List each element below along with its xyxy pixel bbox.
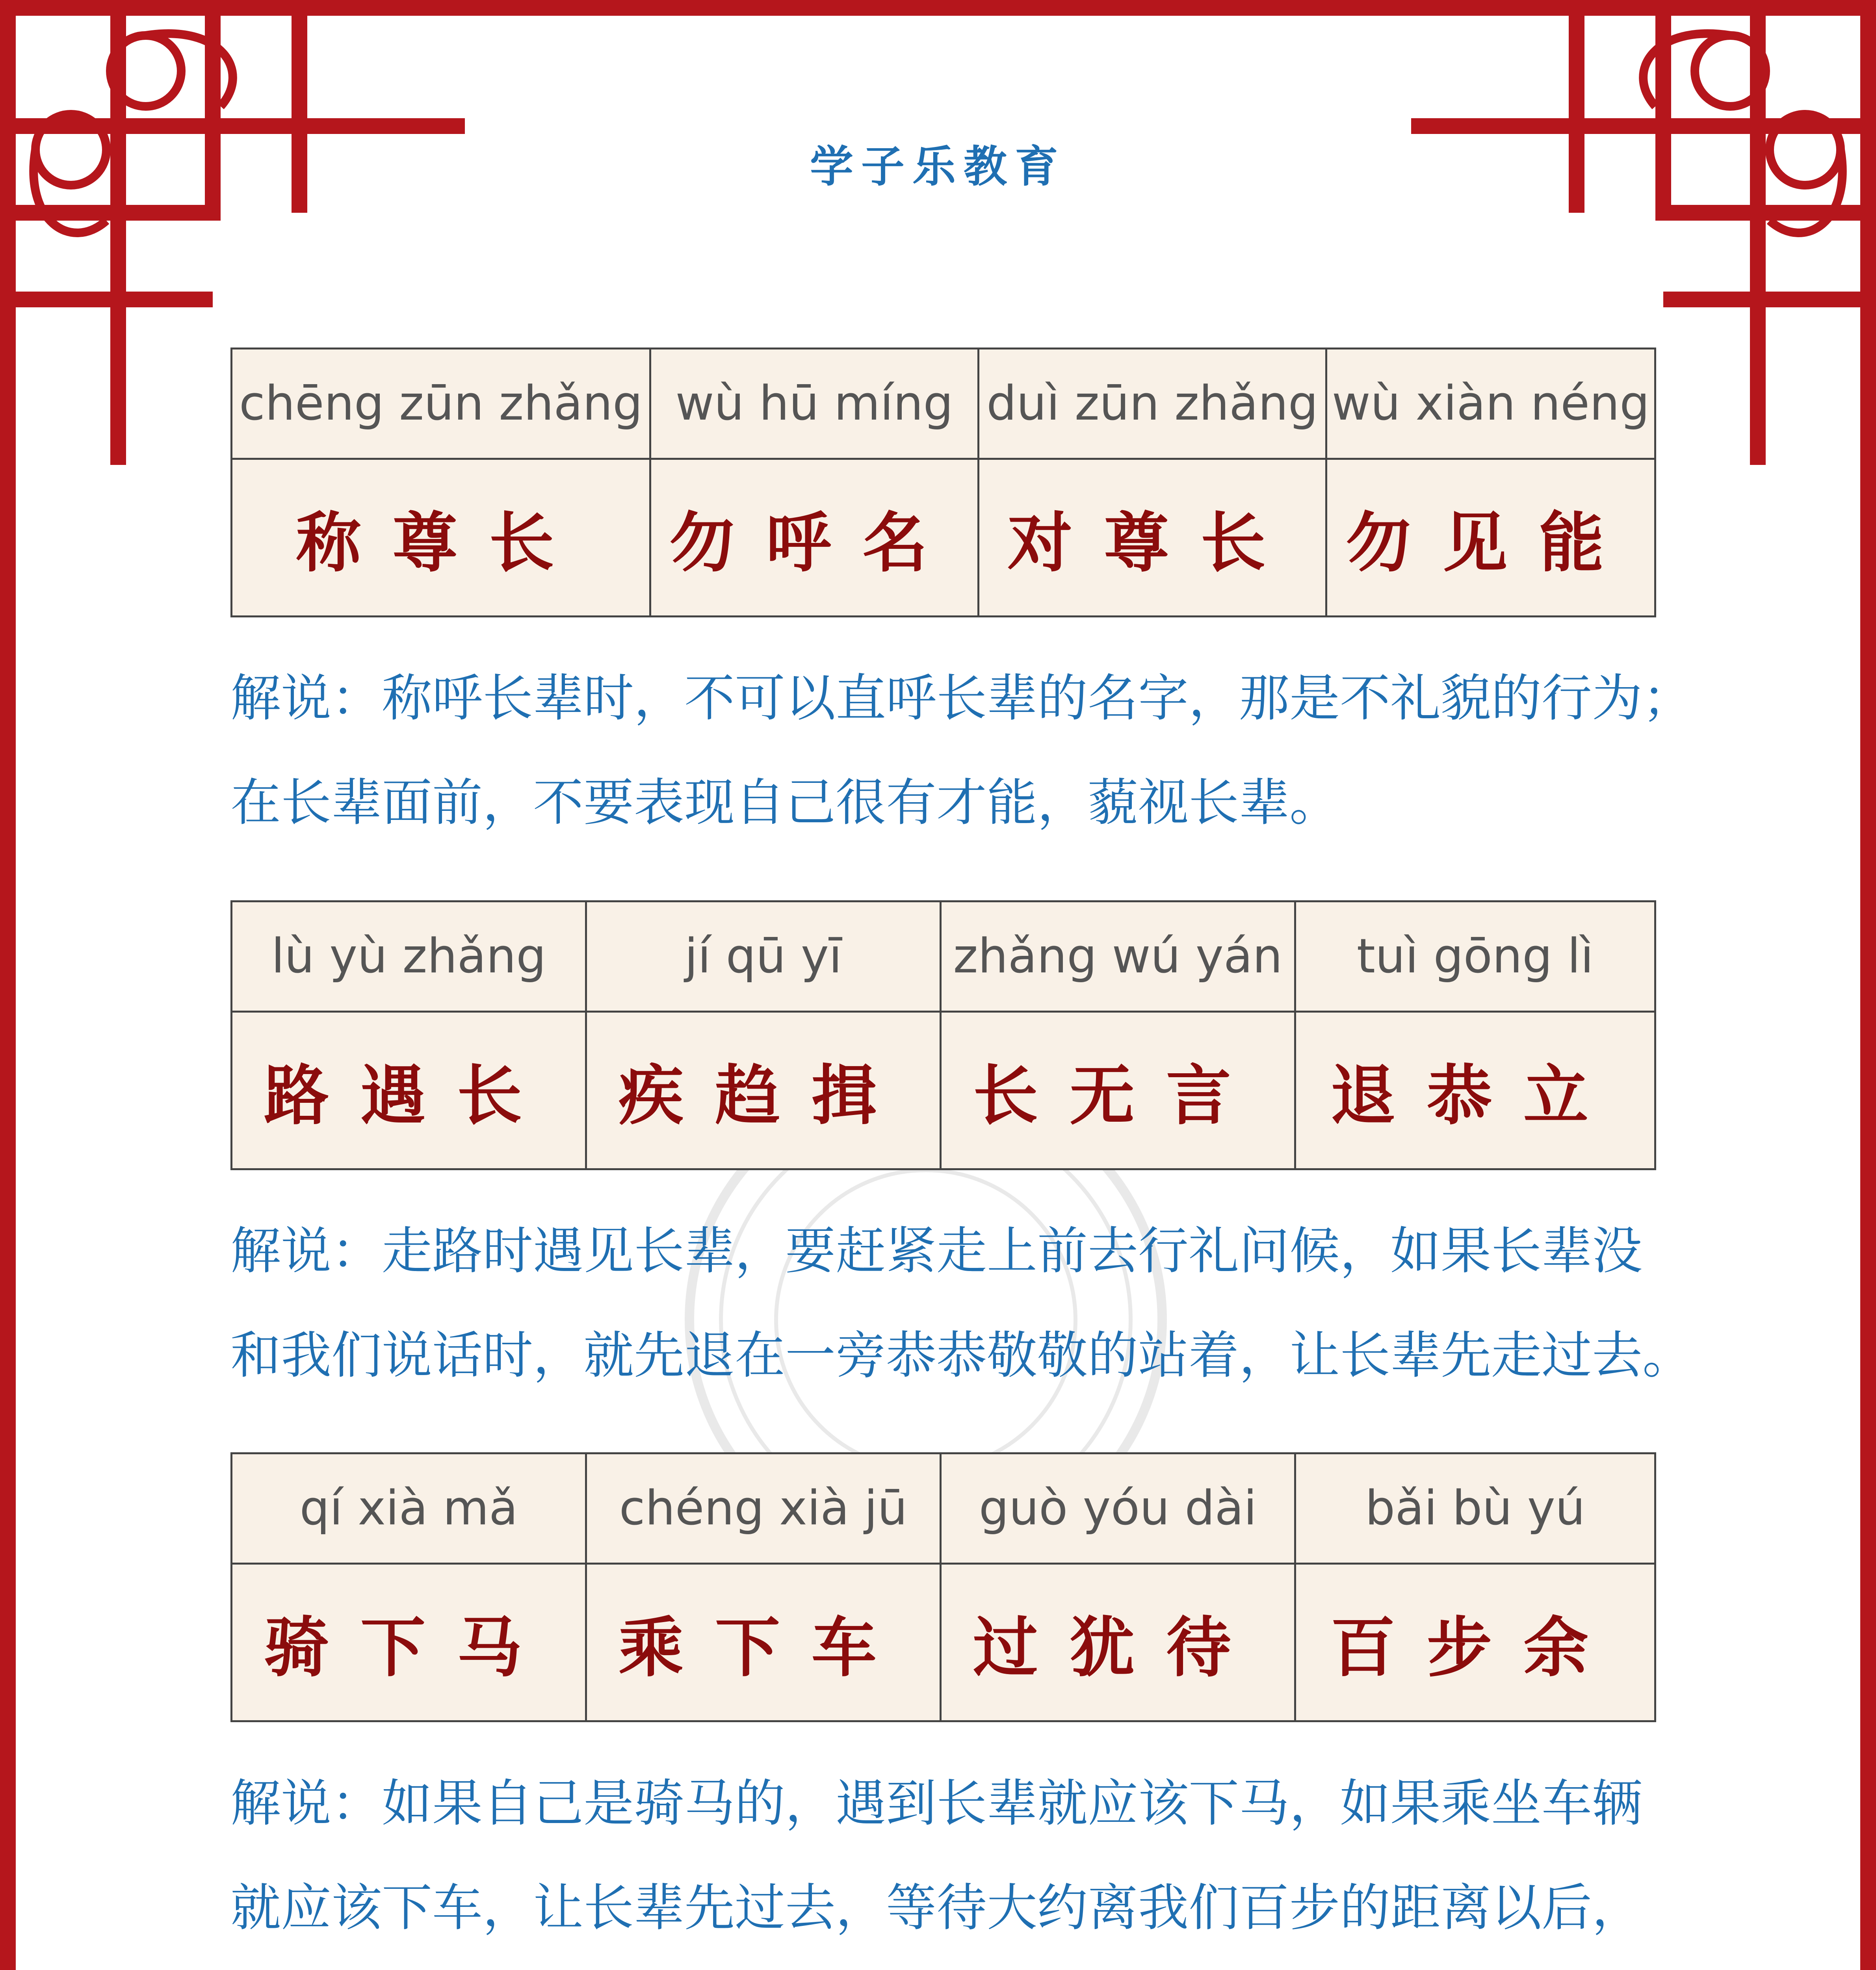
hanzi-cell: 过犹待	[941, 1564, 1295, 1721]
explanation-line: 就应该下车，让长辈先过去，等待大约离我们百步的距离以后，	[230, 1879, 1643, 1937]
hanzi-row	[232, 1012, 1655, 1169]
pinyin-cell: guò yóu dài	[941, 1453, 1295, 1564]
hanzi-cell: 路遇长	[232, 1012, 586, 1169]
explanation-1	[230, 646, 1693, 855]
pinyin-cell: zhǎng wú yán	[941, 901, 1295, 1012]
explanation-line: 解说：如果自己是骑马的，遇到长辈就应该下马，如果乘坐车辆	[230, 1774, 1643, 1833]
pinyin-cell: chēng zūn zhǎng	[232, 349, 650, 459]
hanzi-cell: 对尊长	[979, 459, 1326, 617]
pinyin-cell: chéng xià jū	[586, 1453, 941, 1564]
pinyin-row	[232, 901, 1655, 1012]
hanzi-row	[232, 459, 1655, 617]
pinyin-cell: wù hū míng	[650, 349, 979, 459]
hanzi-cell: 骑下马	[232, 1564, 586, 1721]
pinyin-cell: duì zūn zhǎng	[979, 349, 1326, 459]
hanzi-row	[232, 1564, 1655, 1721]
header-title: 学子乐教育	[810, 141, 1066, 192]
hanzi-cell: 乘下车	[586, 1564, 941, 1721]
verse-table-2	[230, 900, 1656, 1170]
explanation-line	[230, 1960, 1664, 1970]
pinyin-cell: qí xià mǎ	[232, 1453, 586, 1564]
pinyin-cell: tuì gōng lì	[1295, 901, 1655, 1012]
verse-table-1	[230, 348, 1656, 617]
hanzi-cell: 退恭立	[1295, 1012, 1655, 1169]
hanzi-cell: 称尊长	[232, 459, 650, 617]
explanation-line: 在长辈面前，不要表现自己很有才能，藐视长辈。	[230, 773, 1340, 832]
verse-table-3	[230, 1452, 1656, 1722]
explanation-2	[230, 1199, 1693, 1408]
hanzi-cell: 勿见能	[1326, 459, 1655, 617]
hanzi-cell: 长无言	[941, 1012, 1295, 1169]
pinyin-cell: bǎi bù yú	[1295, 1453, 1655, 1564]
pinyin-row	[232, 1453, 1655, 1564]
explanation-line: 解说：称呼长辈时，不可以直呼长辈的名字，那是不礼貌的行为；	[230, 669, 1693, 728]
pinyin-cell: jí qū yī	[586, 901, 941, 1012]
explanation-3	[230, 1751, 1664, 1970]
hanzi-cell: 勿呼名	[650, 459, 979, 617]
explanation-line: 和我们说话时，就先退在一旁恭恭敬敬的站着，让长辈先走过去。	[230, 1326, 1693, 1385]
pinyin-cell: wù xiàn néng	[1326, 349, 1655, 459]
pinyin-row	[232, 349, 1655, 459]
hanzi-cell: 疾趋揖	[586, 1012, 941, 1169]
hanzi-cell: 百步余	[1295, 1564, 1655, 1721]
explanation-line: 解说：走路时遇见长辈，要赶紧走上前去行礼问候，如果长辈没	[230, 1222, 1643, 1280]
pinyin-cell: lù yù zhǎng	[232, 901, 586, 1012]
